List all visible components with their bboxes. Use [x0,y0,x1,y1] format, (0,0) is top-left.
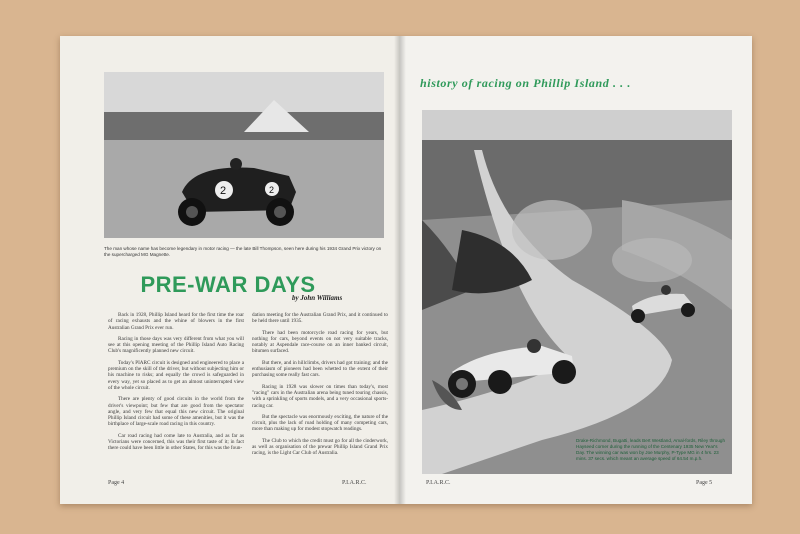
svg-text:2: 2 [220,185,227,197]
paragraph: The Club to which the credit must go for all the cinderwork, as well as organisation of the prewar Phillip Island Grand Prix racing, is the Light Car Club of Australia. [252,437,388,457]
paragraph: dation meeting for the Australian Grand Prix, and it continued to be held there until 1935. [252,312,388,325]
right-photo-hayseed-corner [422,110,732,474]
paragraph: Today's PIARC circuit is designed and engineered to place a premium on the skill of the driver, but without subjecting him or his machine to risks; and equally the crowd is safeguarded in every way, yet so placed as to get an almost uninterrupted view of the whole circuit. [108,359,244,391]
paragraph: There had been motorcycle road racing for years, but nothing for cars, beyond events on not very suitable tracks, notably at Aspendale race-course on an inner banked circuit, bitumen surfaced. [252,329,388,355]
paragraph: Racing in 1928 was slower on times than today's, most "racing" cars in the Australian arena being tuned touring chassis, with a sprinkling of sports models, and a very occasional sports-racing car. [252,383,388,409]
left-page [60,36,400,504]
article-column-1 [108,312,244,457]
right-page-club: P.I.A.R.C. [426,480,451,486]
paragraph: But the spectacle was enormously exciting, the nature of the circuit, plus the lack of road holding of many competing cars, more than making up for modest stopwatch readings. [252,413,388,433]
left-page-number: Page 4 [108,480,125,486]
left-photo-mg-magnette [104,72,384,238]
paragraph: Racing in those days was very different from what you will see at this opening meeting of the Phillip Island Auto Racing Club's magnificently planned new circuit. [108,335,244,355]
paragraph: But there, and in hillclimbs, drivers had got training; and the enthusiasm of pioneers had been whetted to the extent of their purchasing some really fast cars. [252,359,388,379]
spine-gutter [394,36,406,504]
article-title: PRE-WAR DAYS [140,272,316,297]
paragraph: Back in 1928, Phillip Island heard for the first time the roar of racing exhausts and the whine of blowers in the first Australian Grand Prix ever run. [108,312,244,331]
byline: by John Williams [292,294,343,302]
paragraph: Car road racing had come late to Australia, and as far as Victorians were concerned, this was their first taste of it; in fact there could have been little in other States, for this was the foun- [108,432,244,452]
right-photo-caption: Drake-Richmond, Bugatti, leads Bert Westland, Amal-fords, Riley through Hayseed corner during the running of the Centenary 1935 New Year's Day. The winning car was won by Joe Murphy, P-Type MG in 4 hrs. 23 mins. 37 secs. which meant an average speed of 64.54 m.p.h. [576,438,726,461]
article-column-2 [252,312,388,462]
magazine-spread [60,36,752,504]
right-page-number: Page 5 [696,480,713,486]
left-page-club: P.I.A.R.C. [342,480,367,486]
left-photo-caption: The man whose name has become legendary in motor racing — the late Bill Thompson, seen here during his 1934 Grand Prix victory on the supercharged MG Magnette. [104,246,382,257]
svg-text:2: 2 [269,185,275,195]
paragraph: There are plenty of good circuits in the world from the driver's viewpoint; but few that are good from the spectator angle, and very few that equal this new circuit. The original Phillip Island circuit had some of these amenities, but it was the birthplace of large-scale road racing in this country. [108,396,244,428]
section-header: history of racing on Phillip Island . . . [420,76,631,90]
right-page [400,36,752,504]
